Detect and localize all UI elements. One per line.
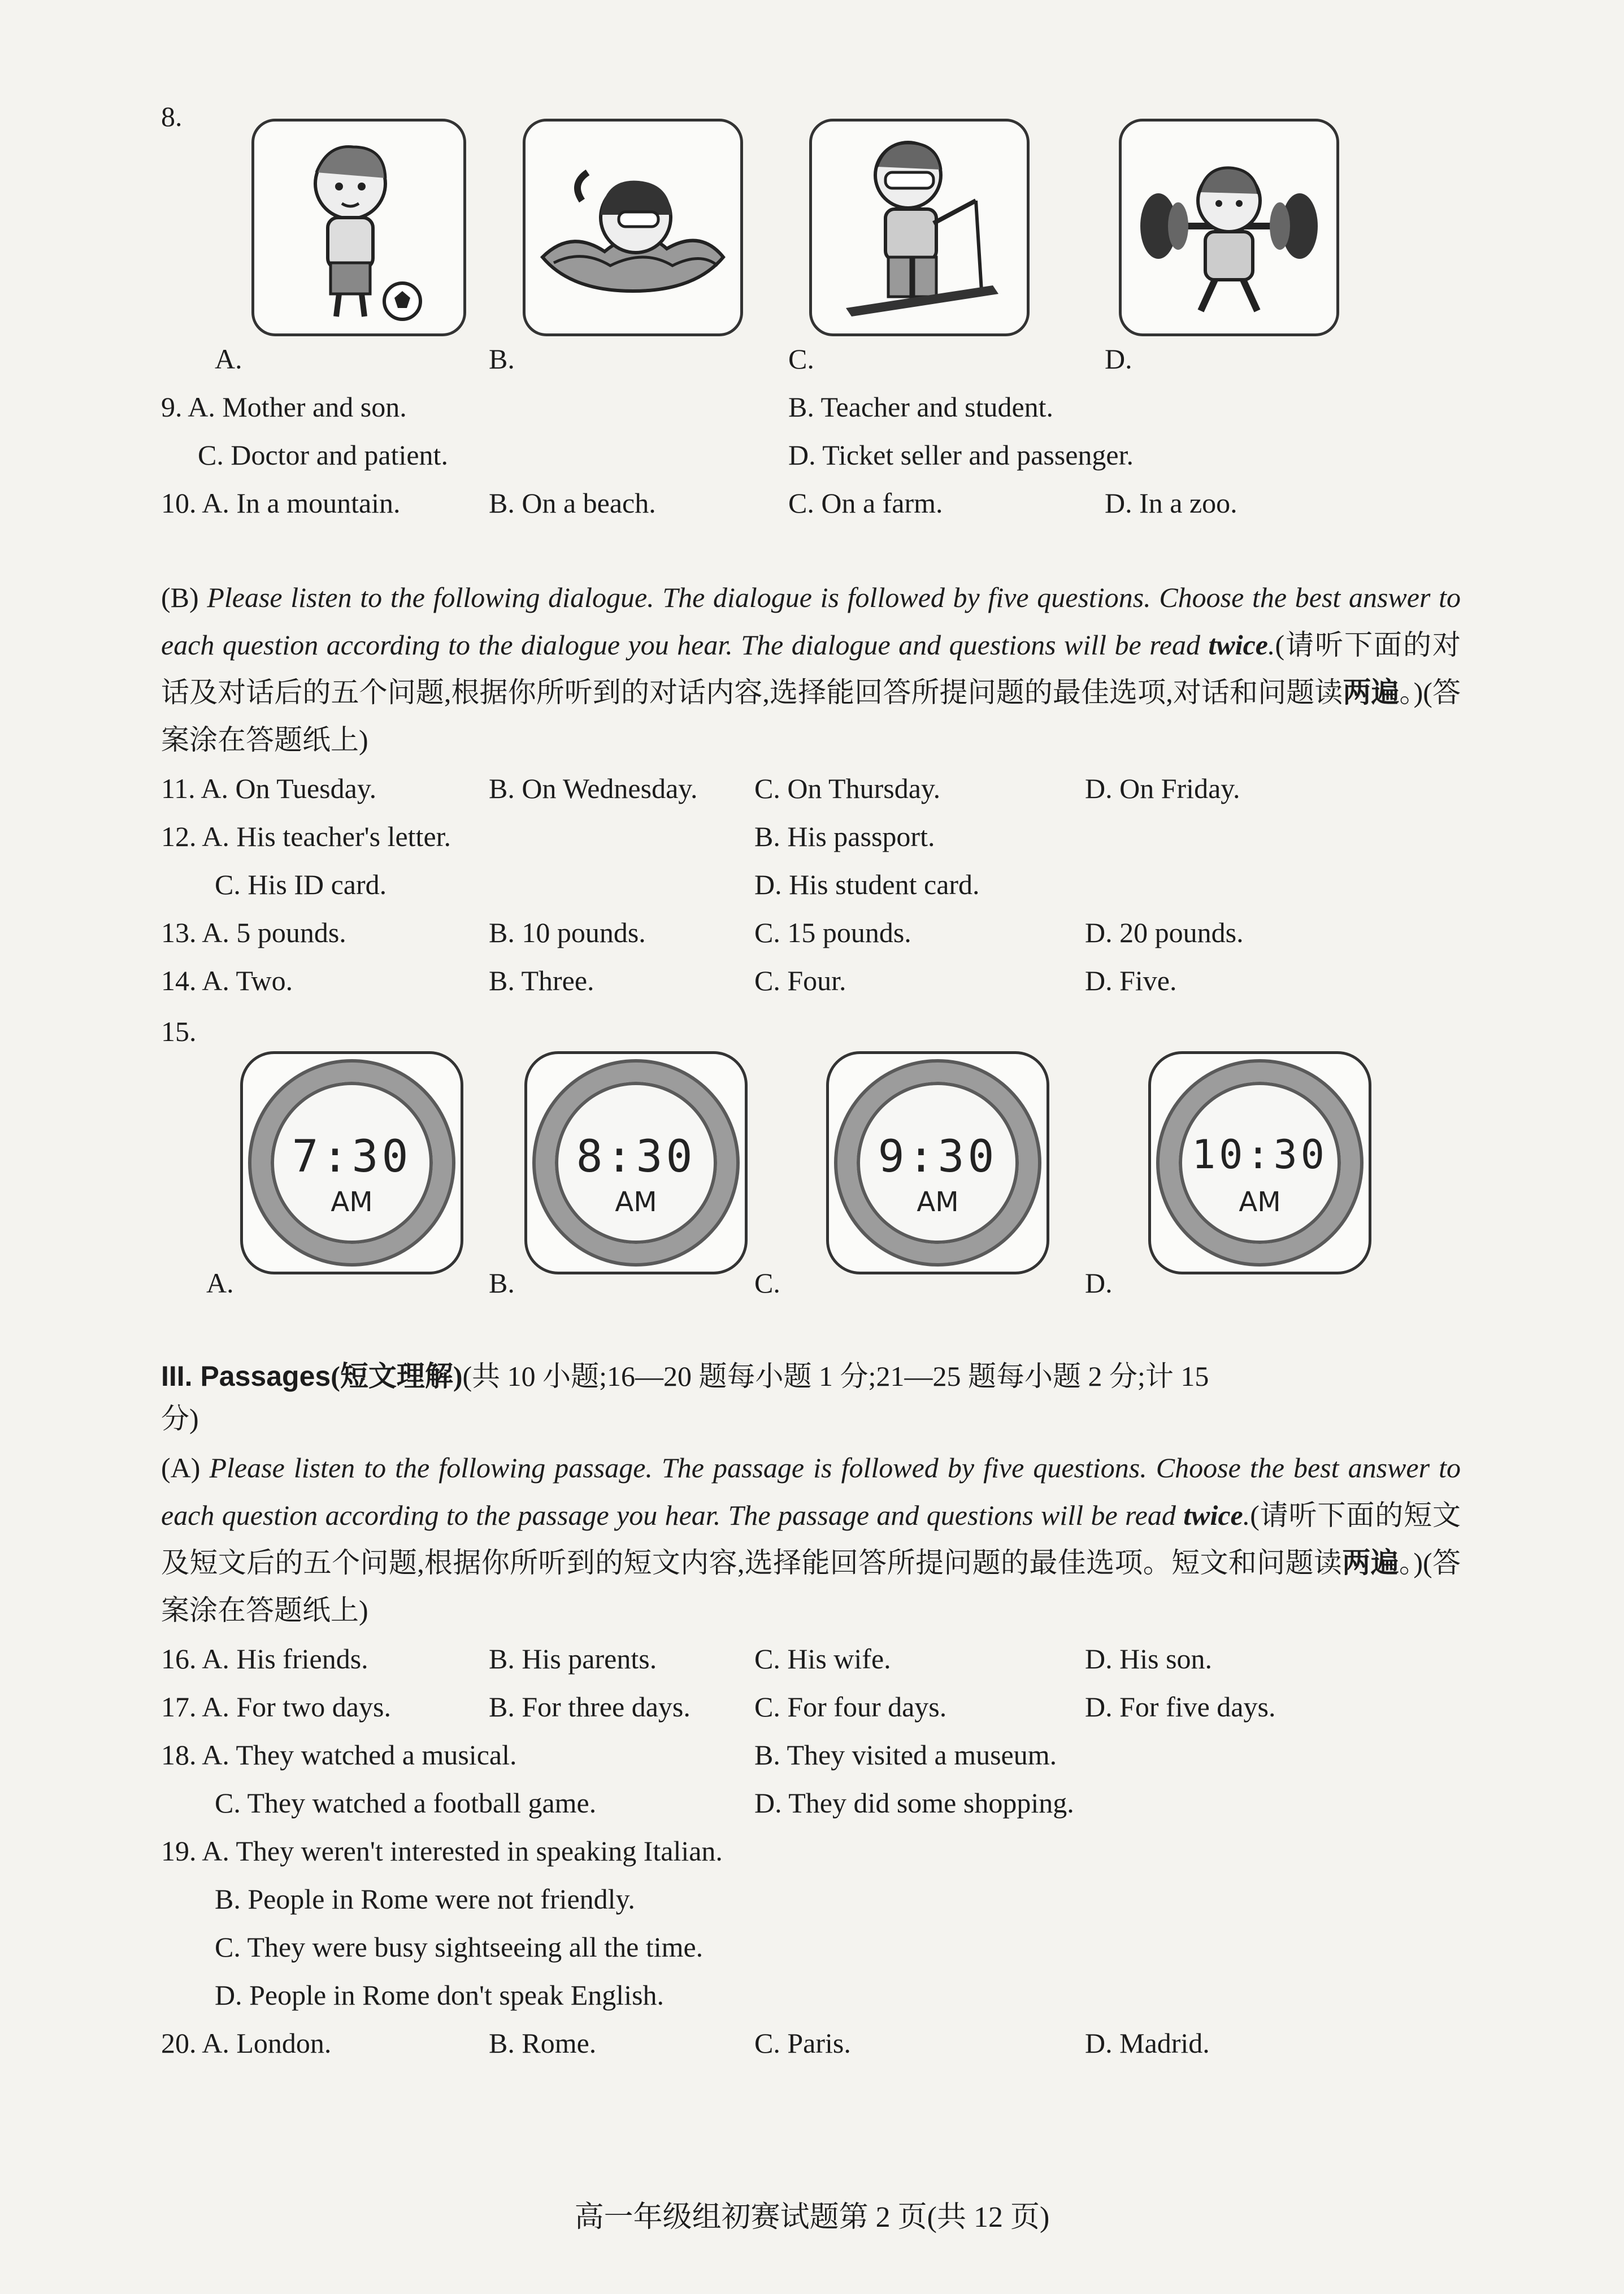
- instruction-text: Please listen to the following passage. The passage is followed by five questions. Choose the best answer to each question according to the passage you hear. The passage and questions will be read: [161, 1452, 1461, 1531]
- section-heading: [161, 1359, 1209, 1393]
- clock-face-icon: [251, 1063, 452, 1263]
- answer-option: C. 15 pounds.: [754, 917, 911, 948]
- swimmer-icon: [526, 122, 740, 333]
- answer-option: B. For three days.: [489, 1691, 691, 1723]
- answer-option: B. People in Rome were not friendly.: [215, 1883, 635, 1915]
- answer-option: D. On Friday.: [1085, 773, 1240, 804]
- instruction-chinese-end: 。)(答案涂在答题纸上): [161, 1547, 1461, 1626]
- clock-time: 9:30: [878, 1131, 998, 1182]
- instruction-text: Please listen to the following dialogue. The dialogue is followed by five questions. Choose the best answer to each question according to the dialogue you hear. The dialogue and questions will be read: [161, 582, 1461, 661]
- answer-option: 13. A. 5 pounds.: [161, 917, 346, 948]
- answer-option: 18. A. They watched a musical.: [161, 1739, 517, 1771]
- clock-face-icon: [1160, 1063, 1360, 1263]
- option-image-d: [1119, 119, 1339, 336]
- question-number: 15.: [161, 1016, 197, 1047]
- instruction-chinese-end: 。)(答案涂在答题纸上): [161, 677, 1461, 756]
- section-title-detail: (共 10 小题;16—20 题每小题 1 分;21—25 题每小题 2 分;计 15: [462, 1360, 1209, 1392]
- instruction-text-end: .: [1268, 629, 1275, 661]
- option-label: A.: [206, 1267, 234, 1299]
- skier-icon: [812, 122, 1027, 333]
- clock-time: 10:30: [1192, 1131, 1328, 1178]
- answer-option: B. Three.: [489, 965, 594, 996]
- answer-option: C. His ID card.: [215, 869, 387, 900]
- option-image-c: [809, 119, 1030, 336]
- option-label: A.: [215, 343, 242, 375]
- answer-option: 20. A. London.: [161, 2027, 332, 2059]
- option-label: C.: [754, 1267, 780, 1299]
- boy-with-football-icon: [254, 122, 463, 333]
- clock-option-a: [240, 1051, 463, 1274]
- answer-option: B. Teacher and student.: [788, 391, 1054, 423]
- answer-option: D. Madrid.: [1085, 2027, 1210, 2059]
- answer-option: D. In a zoo.: [1105, 487, 1237, 519]
- answer-option: D. Five.: [1085, 965, 1177, 996]
- instruction-emphasis: twice: [1208, 629, 1268, 661]
- option-label: C.: [788, 343, 814, 375]
- answer-option: C. Paris.: [754, 2027, 851, 2059]
- section-label: (A): [161, 1452, 201, 1484]
- answer-option: D. His student card.: [754, 869, 980, 900]
- answer-option: 17. A. For two days.: [161, 1691, 391, 1723]
- clock-option-c: [826, 1051, 1049, 1274]
- option-label: D.: [1105, 343, 1132, 375]
- answer-option: C. On Thursday.: [754, 773, 941, 804]
- option-label: D.: [1085, 1267, 1113, 1299]
- clock-face-icon: [536, 1063, 736, 1263]
- answer-option: C. On a farm.: [788, 487, 943, 519]
- clock-time: 7:30: [292, 1131, 412, 1182]
- answer-option: C. For four days.: [754, 1691, 947, 1723]
- clock-period: AM: [917, 1186, 959, 1218]
- section-title-cn: (短文理解): [331, 1360, 463, 1392]
- option-image-a: [251, 119, 466, 336]
- clock-face-icon: [837, 1063, 1038, 1263]
- answer-option: 16. A. His friends.: [161, 1643, 368, 1675]
- clock-period: AM: [615, 1186, 657, 1218]
- answer-option: D. For five days.: [1085, 1691, 1276, 1723]
- answer-option: C. His wife.: [754, 1643, 891, 1675]
- answer-option: D. 20 pounds.: [1085, 917, 1244, 948]
- answer-option: 14. A. Two.: [161, 965, 293, 996]
- answer-option: D. People in Rome don't speak English.: [215, 1979, 665, 2011]
- answer-option: 10. A. In a mountain.: [161, 487, 401, 519]
- option-image-b: [523, 119, 743, 336]
- answer-option: 11. A. On Tuesday.: [161, 773, 377, 804]
- option-label: B.: [489, 1267, 515, 1299]
- answer-option: D. They did some shopping.: [754, 1787, 1074, 1819]
- answer-option: 12. A. His teacher's letter.: [161, 821, 451, 852]
- clock-option-b: [524, 1051, 748, 1274]
- section-label: (B): [161, 582, 199, 613]
- clock-time: 8:30: [576, 1131, 696, 1182]
- section-heading-cont: 分): [161, 1403, 199, 1434]
- answer-option: B. They visited a museum.: [754, 1739, 1057, 1771]
- weightlifter-icon: [1122, 122, 1336, 333]
- answer-option: B. 10 pounds.: [489, 917, 646, 948]
- page-footer: 高一年级组初赛试题第 2 页(共 12 页): [574, 2201, 1050, 2234]
- answer-option: 19. A. They weren't interested in speaking Italian.: [161, 1835, 723, 1867]
- instruction-chinese: (请听下面的短文及短文后的五个问题,根据你所听到的短文内容,选择能回答所提问题的最佳选项。短文和问题读: [161, 1499, 1461, 1579]
- option-label: B.: [489, 343, 515, 375]
- answer-option: B. Rome.: [489, 2027, 597, 2059]
- question-number: 8.: [161, 101, 183, 132]
- answer-option: B. His passport.: [754, 821, 935, 852]
- answer-option: C. They watched a football game.: [215, 1787, 597, 1819]
- clock-period: AM: [331, 1186, 373, 1218]
- instruction-chinese: (请听下面的对话及对话后的五个问题,根据你所听到的对话内容,选择能回答所提问题的最佳选项,对话和问题读: [161, 629, 1461, 708]
- section-title: III. Passages: [161, 1360, 331, 1392]
- answer-option: 9. A. Mother and son.: [161, 391, 407, 423]
- answer-option: D. His son.: [1085, 1643, 1213, 1675]
- instruction-chinese-emphasis: 两遍: [1342, 1547, 1399, 1579]
- answer-option: B. His parents.: [489, 1643, 657, 1675]
- section-a-instructions: [161, 1444, 1461, 1634]
- answer-option: C. They were busy sightseeing all the time.: [215, 1931, 704, 1963]
- clock-option-d: [1148, 1051, 1371, 1274]
- answer-option: C. Four.: [754, 965, 846, 996]
- section-b-instructions: [161, 574, 1461, 764]
- instruction-text-end: .: [1243, 1499, 1250, 1531]
- answer-option: B. On a beach.: [489, 487, 656, 519]
- clock-period: AM: [1239, 1186, 1281, 1218]
- answer-option: C. Doctor and patient.: [198, 439, 448, 471]
- answer-option: D. Ticket seller and passenger.: [788, 439, 1134, 471]
- answer-option: B. On Wednesday.: [489, 773, 698, 804]
- instruction-emphasis: twice: [1183, 1499, 1243, 1531]
- instruction-chinese-emphasis: 两遍: [1343, 677, 1400, 708]
